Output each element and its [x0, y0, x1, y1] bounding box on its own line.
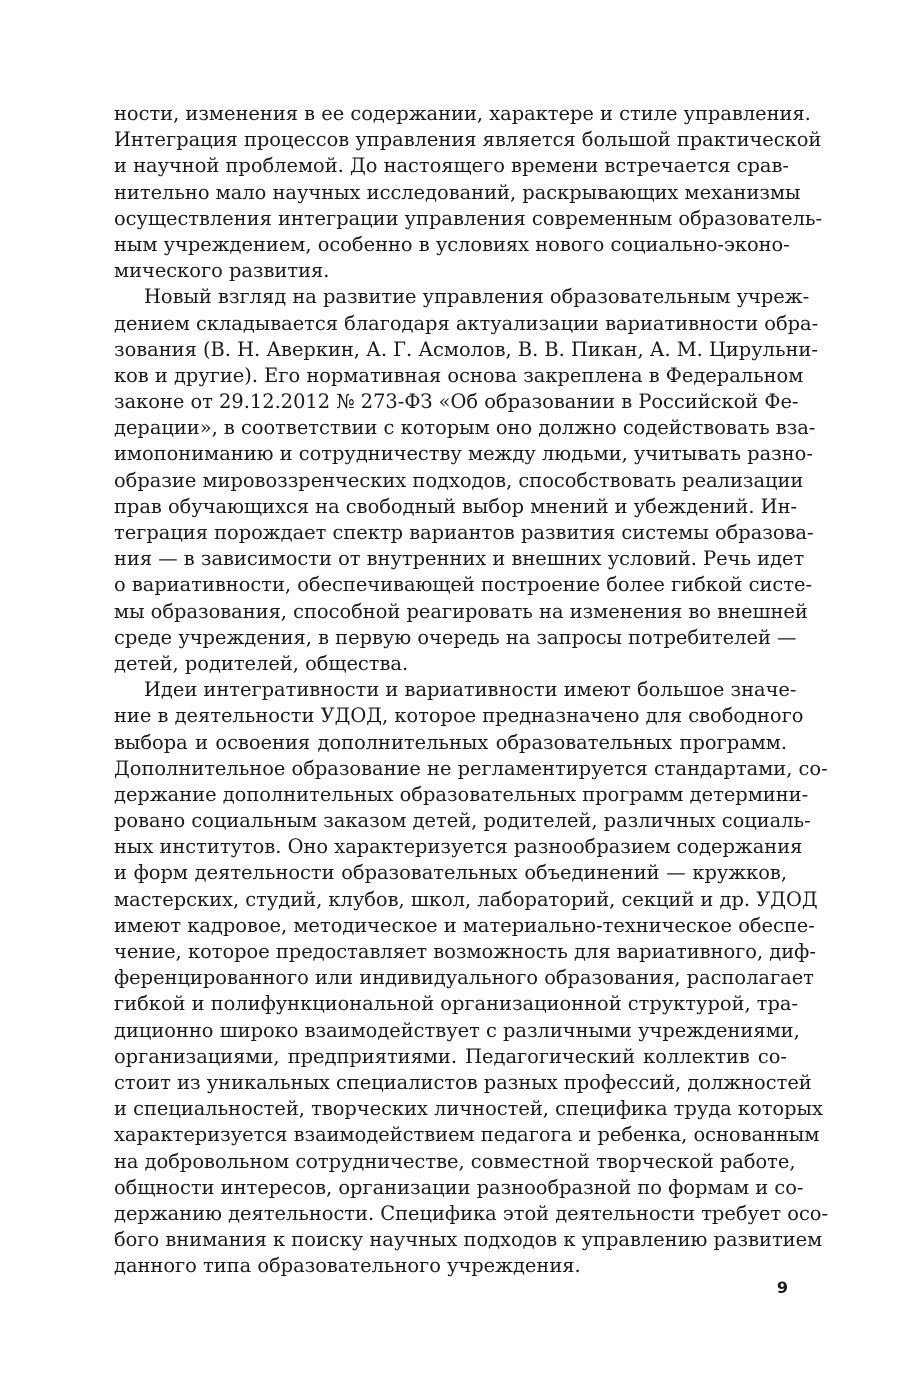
- text-line: ков и другие). Его нормативная основа закреплена в Федеральном: [114, 363, 804, 387]
- text-line: ных институтов. Оно характеризуется разнообразием содержания: [114, 835, 803, 859]
- text-line: характеризуется взаимодействием педагога и ребенка, основанным: [114, 1123, 820, 1147]
- text-line: выбора и освоения дополнительных образовательных программ.: [114, 730, 787, 754]
- text-line: дерации», в соответствии с которым оно должно содействовать вза-: [114, 416, 816, 440]
- text-line: бого внимания к поиску научных подходов к управлению развитием: [114, 1228, 823, 1252]
- text-line: ние в деятельности УДОД, которое предназначено для свободного: [114, 704, 804, 728]
- text-line: ния — в зависимости от внутренних и внешних условий. Речь идет: [114, 547, 805, 571]
- text-line: общности интересов, организации разнообразной по формам и со-: [114, 1175, 804, 1199]
- text-line: чение, которое предоставляет возможность для вариативного, диф-: [114, 940, 816, 963]
- text-line: о вариативности, обеспечивающей построение более гибкой систе-: [114, 573, 813, 597]
- text-line: дением складывается благодаря актуализации вариативности обра-: [114, 311, 819, 335]
- text-line: зования (В. Н. Аверкин, А. Г. Асмолов, В. В. Пикан, А. М. Цирульни-: [114, 337, 818, 361]
- text-line: имопониманию и сотрудничеству между людьми, учитывать разно-: [114, 442, 813, 466]
- text-line: держание дополнительных образовательных программ детермини-: [114, 782, 809, 806]
- paragraph: [114, 101, 823, 284]
- text-line: образие мировоззренческих подходов, способствовать реализации: [114, 468, 804, 492]
- text-line: прав обучающихся на свободный выбор мнений и убеждений. Ин-: [114, 494, 798, 518]
- text-line: организациями, предприятиями. Педагогический коллектив со-: [114, 1044, 787, 1068]
- text-line: диционно широко взаимодействует с различными учреждениями,: [114, 1018, 800, 1042]
- text-line: ференцированного или индивидуального образования, располагает: [114, 966, 814, 990]
- text-line: и специальностей, творческих личностей, специфика труда которых: [114, 1097, 823, 1121]
- text-line: держанию деятельности. Специфика этой деятельности требует осо-: [114, 1201, 829, 1225]
- text-line: данного типа образовательного учреждения.: [114, 1254, 581, 1278]
- text-line: на добровольном сотрудничестве, совместной творческой работе,: [114, 1149, 796, 1173]
- text-line: Новый взгляд на развитие управления образовательным учреж-: [144, 285, 810, 309]
- text-line: среде учреждения, в первую очередь на запросы потребителей —: [114, 625, 797, 649]
- text-line: ности, изменения в ее содержании, характере и стиле управления.: [114, 102, 811, 125]
- text-line: ровано социальным заказом детей, родителей, различных социаль-: [114, 809, 811, 833]
- text-line: стоит из уникальных специалистов разных профессий, должностей: [114, 1070, 812, 1094]
- text-line: гибкой и полифункциональной организационной структурой, тра-: [114, 992, 799, 1016]
- page-number: 9: [776, 1278, 788, 1297]
- text-line: мастерских, студий, клубов, школ, лабораторий, секций и др. УДОД: [114, 887, 818, 911]
- text-line: мы образования, способной реагировать на изменения во внешней: [114, 599, 808, 623]
- text-line: имеют кадровое, методическое и материально-техническое обеспе-: [114, 913, 815, 937]
- text-line: ным учреждением, особенно в условиях нового социально-эконо-: [114, 232, 790, 256]
- text-line: детей, родителей, общества.: [114, 651, 409, 675]
- paragraph: [114, 284, 819, 677]
- text-line: и научной проблемой. До настоящего времени встречается срав-: [114, 154, 789, 178]
- text-line: мического развития.: [114, 259, 330, 283]
- text-line: осуществления интеграции управления современным образователь-: [114, 206, 823, 230]
- text-line: законе от 29.12.2012 № 273-ФЗ «Об образовании в Российской Фе-: [114, 390, 799, 414]
- text-line: теграция порождает спектр вариантов развития системы образова-: [114, 521, 814, 544]
- text-line: Дополнительное образование не регламентируется стандартами, со-: [114, 756, 828, 780]
- text-line: нительно мало научных исследований, раскрывающих механизмы: [114, 180, 801, 204]
- body-text: [114, 101, 829, 1279]
- text-line: Идеи интегративности и вариативности имеют большое значе-: [144, 678, 797, 702]
- text-line: Интеграция процессов управления является большой практической: [114, 128, 822, 152]
- text-line: и форм деятельности образовательных объединений — кружков,: [114, 861, 787, 885]
- paragraph: [114, 677, 829, 1279]
